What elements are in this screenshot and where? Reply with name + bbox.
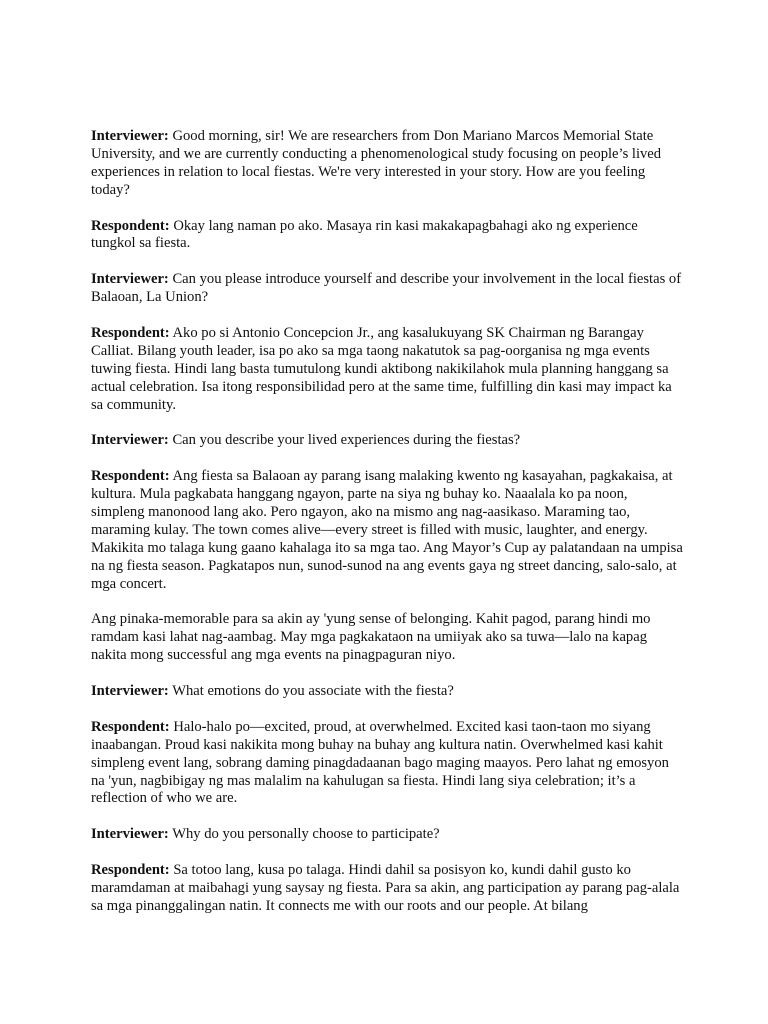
entry-text: Good morning, sir! We are researchers from Don Mariano Marcos Memorial State University, and we are currently conducting a phenomenological study focusing on people’s lived experiences in relation to local fiestas. We're very interested in your story. How are you feeling today? bbox=[91, 128, 662, 198]
transcript-entry-interviewer bbox=[91, 128, 683, 200]
interview-transcript bbox=[91, 128, 683, 934]
transcript-entry-respondent bbox=[91, 862, 683, 916]
entry-text: Why do you personally choose to participate? bbox=[172, 826, 440, 843]
entry-text: Halo-halo po—excited, proud, at overwhelmed. Excited kasi taon-taon mo siyang inaabangan. Proud kasi nakikita mong buhay na buhay ang kultura natin. Overwhelmed kasi kahit simpleng event lang, sobrang daming pinagdadaanan bago maging maayos. Pero lahat ng emosyon na 'yun, nagbibigay ng mas malalim na kahulugan sa fiesta. Hindi lang siya celebration; it’s a reflection of who we are. bbox=[91, 718, 669, 807]
transcript-entry-respondent bbox=[91, 325, 683, 415]
transcript-entry-interviewer bbox=[91, 432, 683, 450]
speaker-label: Interviewer: bbox=[91, 128, 169, 144]
transcript-entry-interviewer bbox=[91, 683, 683, 701]
speaker-label: Interviewer: bbox=[91, 826, 169, 843]
entry-text: Ang pinaka-memorable para sa akin ay 'yung sense of belonging. Kahit pagod, parang hindi mo ramdam kasi lahat nag-aambag. May mga pagkakataon na umiiyak ako sa tuwa—lalo na kapag nakita mong successful ang mga events na pinagpaguran niyo. bbox=[91, 611, 651, 664]
transcript-entry-respondent bbox=[91, 719, 683, 809]
speaker-label: Interviewer: bbox=[91, 432, 169, 449]
speaker-label: Respondent: bbox=[91, 324, 170, 341]
transcript-entry-respondent bbox=[91, 468, 683, 593]
entry-text: Ako po si Antonio Concepcion Jr., ang kasalukuyang SK Chairman ng Barangay Calliat. Bilang youth leader, isa po ako sa mga taong nakatutok sa pag-oorganisa ng mga events tuwing fiesta. Hindi lang basta tumutulong kundi aktibong nakikilahok mula planning hanggang sa actual celebration. Isa itong responsibilidad pero at the same time, fulfilling din kasi may impact ka sa community. bbox=[91, 324, 672, 413]
entry-text: Okay lang naman po ako. Masaya rin kasi makakapagbahagi ako ng experience tungkol sa fiesta. bbox=[91, 217, 638, 252]
transcript-entry-interviewer bbox=[91, 271, 683, 307]
speaker-label: Respondent: bbox=[91, 468, 170, 485]
entry-text: What emotions do you associate with the fiesta? bbox=[172, 682, 454, 699]
entry-text: Sa totoo lang, kusa po talaga. Hindi dahil sa posisyon ko, kundi dahil gusto ko maramdaman at maibahagi yung saysay ng fiesta. Para sa akin, ang participation ay parang pag-alala sa mga pinanggalingan natin. It connects me with our roots and our people. At bilang bbox=[91, 862, 680, 914]
entry-text: Ang fiesta sa Balaoan ay parang isang malaking kwento ng kasayahan, pagkakaisa, at kultura. Mula pagkabata hanggang ngayon, parte na siya ng buhay ko. Naaalala ko pa noon, simpleng manonood lang ako. Pero ngayon, ako na mismo ang nag-aasikaso. Maraming tao, maraming kulay. The town comes alive—every street is filled with music, laughter, and energy. Makikita mo talaga kung gaano kahalaga ito sa mga tao. Ang Mayor’s Cup ay palatandaan na umpisa na ng fiesta season. Pagkatapos nun, sunod-sunod na ang events gaya ng street dancing, salo-salo, at mga concert. bbox=[91, 468, 683, 592]
transcript-entry-continuation bbox=[91, 611, 683, 665]
entry-text: Can you please introduce yourself and describe your involvement in the local fiestas of Balaoan, La Union? bbox=[91, 271, 682, 306]
entry-text: Can you describe your lived experiences during the fiestas? bbox=[172, 432, 521, 449]
speaker-label: Respondent: bbox=[91, 217, 170, 234]
speaker-label: Interviewer: bbox=[91, 271, 169, 288]
transcript-entry-respondent bbox=[91, 218, 683, 254]
speaker-label: Respondent: bbox=[91, 718, 170, 735]
transcript-entry-interviewer bbox=[91, 826, 683, 844]
speaker-label: Interviewer: bbox=[91, 682, 169, 699]
speaker-label: Respondent: bbox=[91, 862, 170, 878]
